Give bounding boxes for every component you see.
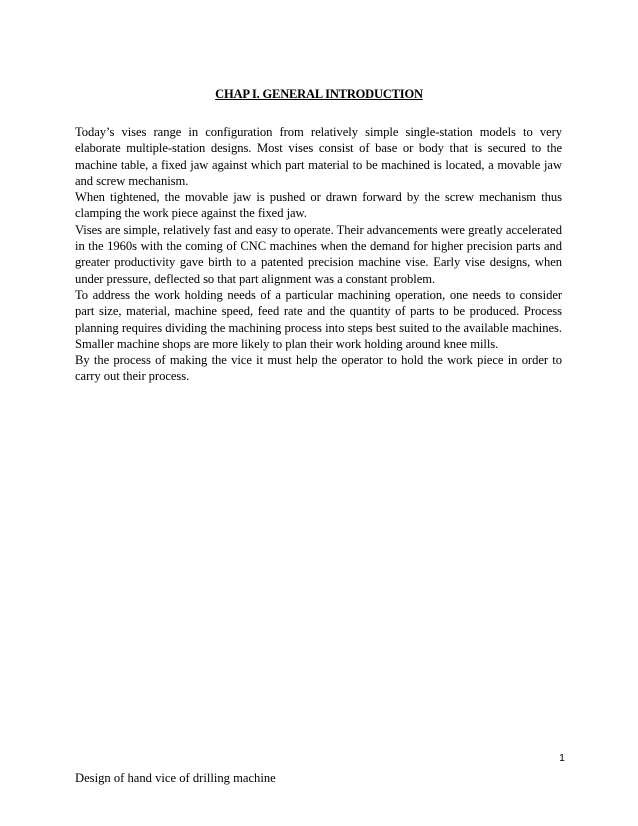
page-footer: Design of hand vice of drilling machine — [75, 771, 276, 785]
paragraph: Vises are simple, relatively fast and easy to operate. Their advancements were greatly accelerated in the 1960s with the coming of CNC machines when the demand for higher precision parts and greater productivity gave birth to a patented precision machine vise. Early vise designs, when under pressure, deflected so that part alignment was a constant problem. — [75, 222, 562, 286]
paragraph: Today’s vises range in configuration from relatively simple single-station models to very elaborate multiple-station designs. Most vises consist of base or body that is secured to the machine table, a fixed jaw against which part material to be machined is located, a movable jaw and screw mechanism. — [75, 125, 562, 188]
paragraph: By the process of making the vice it must help the operator to hold the work piece in order to carry out their process. — [75, 353, 562, 384]
paragraph: To address the work holding needs of a particular machining operation, one needs to consider part size, material, machine speed, feed rate and the quantity of parts to be produced. Process planning requires dividing the machining process into steps best suited to the available machines. Smaller machine shops are more likely to plan their work holding around knee mills. — [75, 287, 562, 351]
page-number: 1 — [559, 752, 565, 764]
body-text — [75, 124, 562, 385]
paragraph: When tightened, the movable jaw is pushed or drawn forward by the screw mechanism thus clamping the work piece against the fixed jaw. — [75, 190, 562, 221]
page-title: CHAP I. GENERAL INTRODUCTION — [215, 87, 423, 101]
